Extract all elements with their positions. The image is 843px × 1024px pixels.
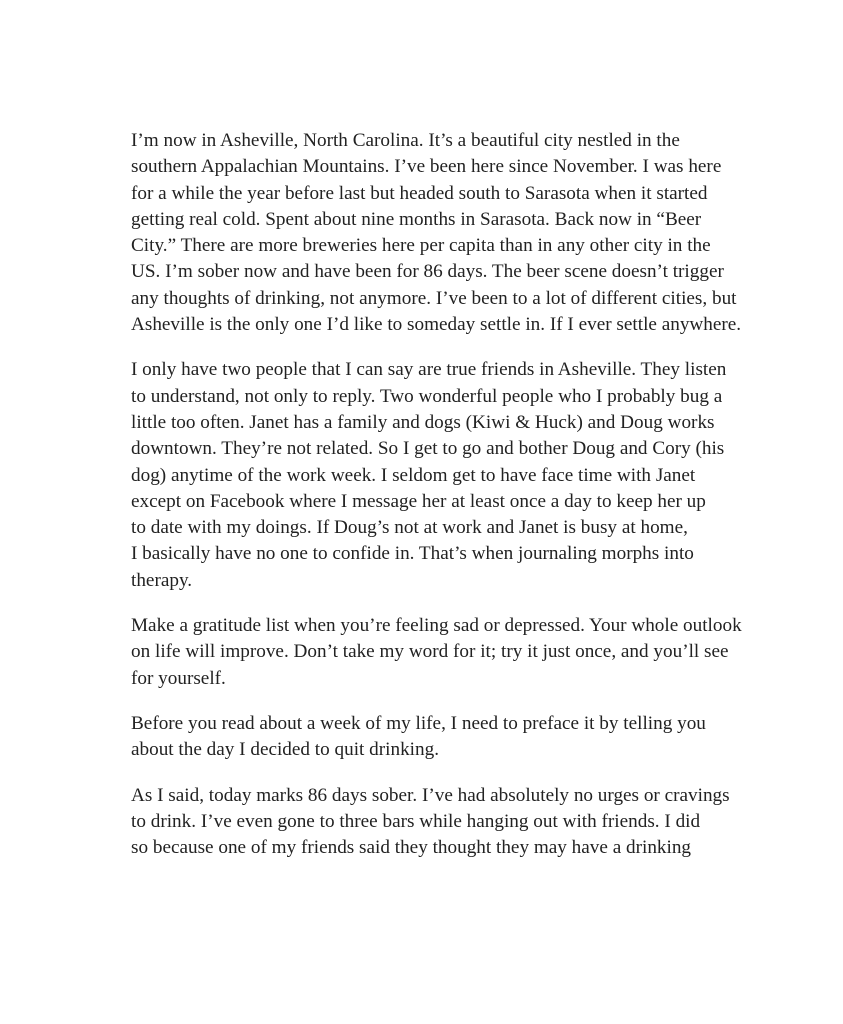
text-line: to understand, not only to reply. Two wonderful people who I probably bug a (131, 385, 723, 407)
body-text (131, 128, 742, 880)
paragraph-2 (131, 357, 727, 594)
paragraph-4 (131, 711, 721, 764)
text-line: on life will improve. Don’t take my word for it; try it just once, and you’ll see (131, 641, 729, 663)
text-line: so because one of my friends said they thought they may have a drinking (131, 837, 692, 859)
text-line: Make a gratitude list when you’re feeling sad or depressed. Your whole outlook (131, 615, 742, 637)
text-line: therapy. (131, 569, 193, 591)
text-line: southern Appalachian Mountains. I’ve been here since November. I was here (131, 156, 722, 178)
text-line: to date with my doings. If Doug’s not at work and Janet is busy at home, (131, 517, 688, 539)
text-line: for yourself. (131, 667, 226, 689)
text-line: any thoughts of drinking, not anymore. I’ve been to a lot of different cities, but (131, 287, 737, 309)
text-line: except on Facebook where I message her at least once a day to keep her up (131, 490, 706, 512)
text-line: I’m now in Asheville, North Carolina. It’s a beautiful city nestled in the (131, 130, 680, 151)
text-line: As I said, today marks 86 days sober. I’ve had absolutely no urges or cravings (131, 784, 730, 806)
text-line: US. I’m sober now and have been for 86 days. The beer scene doesn’t trigger (131, 261, 724, 283)
text-line: Before you read about a week of my life, I need to preface it by telling you (131, 712, 706, 734)
text-line: about the day I decided to quit drinking. (131, 739, 439, 761)
paragraph-1 (131, 128, 742, 338)
text-line: I basically have no one to confide in. That’s when journaling morphs into (131, 543, 694, 565)
text-line: little too often. Janet has a family and dogs (Kiwi & Huck) and Doug works (131, 411, 715, 433)
text-line: getting real cold. Spent about nine months in Sarasota. Back now in “Beer (131, 208, 702, 230)
text-line: Asheville is the only one I’d like to someday settle in. If I ever settle anywhere. (131, 314, 742, 336)
paragraph-3 (131, 613, 742, 692)
text-line: I only have two people that I can say are true friends in Asheville. They listen (131, 359, 727, 381)
text-line: downtown. They’re not related. So I get to go and bother Doug and Cory (his (131, 438, 725, 460)
text-line: to drink. I’ve even gone to three bars while hanging out with friends. I did (131, 810, 701, 832)
text-line: dog) anytime of the work week. I seldom get to have face time with Janet (131, 464, 696, 486)
text-line: City.” There are more breweries here per capita than in any other city in the (131, 235, 711, 257)
paragraph-5 (131, 783, 730, 862)
text-line: for a while the year before last but headed south to Sarasota when it started (131, 182, 708, 204)
